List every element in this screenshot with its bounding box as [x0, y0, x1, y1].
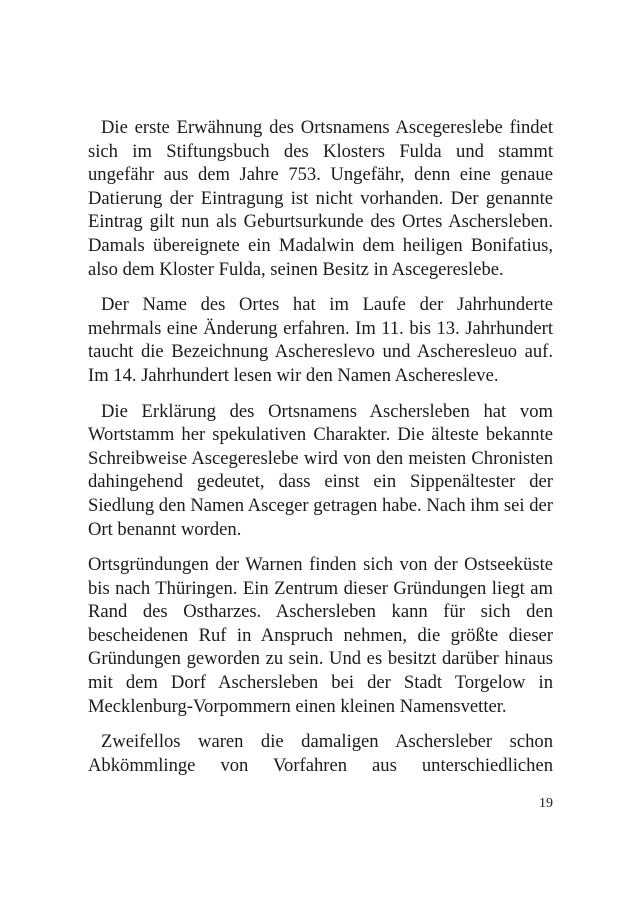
paragraph-name-explanation: Die Erklärung des Ortsnamens Aschersleben hat vom Wortstamm her spekulativen Charakter. Die älteste bekannte Schreibweise Ascegereslebe wird von den meisten Chronisten dahingehend gedeutet, dass einst ein Sippenältester der Siedlung den Namen Asceger getragen habe. Nach ihm sei der Ort benannt worden.	[88, 400, 553, 540]
paragraph-name-changes: Der Name des Ortes hat im Laufe der Jahrhunderte mehrmals eine Änderung erfahren. Im 11. bis 13. Jahrhundert taucht die Bezeichnung Aschereslevo und Ascheresleuo auf. Im 14. Jahrhundert lesen wir den Namen Ascheresleve.	[88, 294, 553, 386]
paragraph-ancestors: Zweifellos waren die damaligen Aschersleber schon Abkömmlinge von Vorfahren aus unterschiedlichen	[88, 731, 553, 776]
paragraph-warnen-foundings: Ortsgründungen der Warnen finden sich von der Ostseeküste bis nach Thüringen. Ein Zentrum dieser Gründungen liegt am Rand des Ostharzes. Aschersleben kann für sich den bescheidenen Ruf in Anspruch nehmen, die größte dieser Gründungen geworden zu sein. Und es besitzt darüber hinaus mit dem Dorf Aschersleben bei der Stadt Torgelow in Mecklenburg-Vorpommern einen kleinen Namensvetter.	[88, 554, 553, 717]
page-body	[88, 116, 553, 777]
paragraph-first-mention: Die erste Erwähnung des Ortsnamens Ascegereslebe findet sich im Stiftungsbuch des Klosters Fulda und stammt ungefähr aus dem Jahre 753. Ungefähr, denn eine genaue Datierung der Eintragung ist nicht vorhanden. Der genannte Eintrag gilt nun als Geburtsurkunde des Ortes Aschersleben. Damals übereignete ein Madalwin dem heiligen Bonifatius, also dem Kloster Fulda, seinen Besitz in Ascegereslebe.	[88, 117, 553, 280]
page-number: 19	[539, 796, 553, 811]
